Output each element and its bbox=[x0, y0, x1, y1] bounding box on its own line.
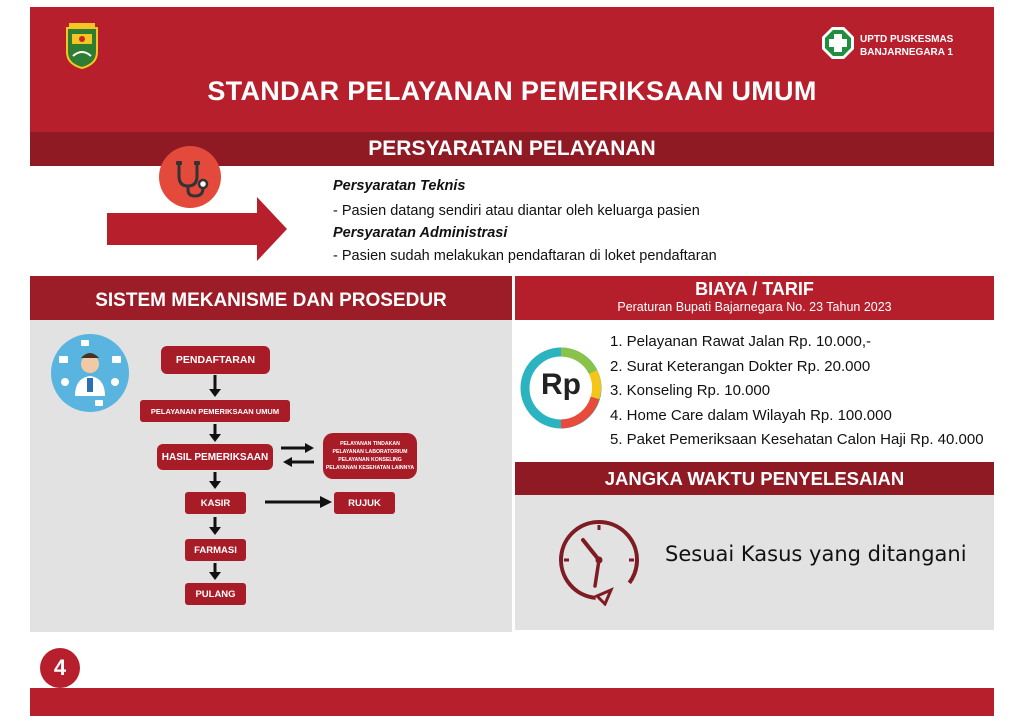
header-banner bbox=[30, 7, 994, 132]
step-rujuk: RUJUK bbox=[334, 492, 395, 514]
admin-item: - Pasien sudah melakukan pendaftaran di loket pendaftaran bbox=[333, 248, 717, 264]
tarif-subtitle: Peraturan Bupati Bajarnegara No. 23 Tahun 2023 bbox=[617, 300, 892, 314]
tarif-list bbox=[610, 330, 984, 453]
regional-emblem-logo bbox=[63, 22, 101, 70]
step-pulang: PULANG bbox=[185, 583, 246, 605]
admin-heading: Persyaratan Administrasi bbox=[333, 225, 508, 241]
step-pemeriksaan: PELAYANAN PEMERIKSAAN UMUM bbox=[140, 400, 290, 422]
page-title: STANDAR PELAYANAN PEMERIKSAAN UMUM bbox=[207, 76, 817, 106]
big-arrow-shape bbox=[107, 197, 287, 261]
arrow-down-4 bbox=[209, 517, 221, 535]
arrow-down-1 bbox=[209, 375, 221, 397]
tarif-item-3: 3. Konseling Rp. 10.000 bbox=[610, 382, 771, 400]
flow-arrows bbox=[100, 370, 420, 590]
org-line-1: UPTD PUSKESMAS bbox=[860, 34, 954, 45]
step-hasil: HASIL PEMERIKSAAN bbox=[157, 444, 273, 470]
side-service-1: PELAYANAN TINDAKAN bbox=[340, 441, 400, 447]
step-kasir: KASIR bbox=[185, 492, 246, 514]
arrow-right-rujuk bbox=[265, 496, 332, 508]
arrow-right-services bbox=[281, 443, 314, 453]
org-name bbox=[860, 33, 953, 59]
rupiah-icon-text: Rp bbox=[541, 368, 581, 401]
tarif-title: BIAYA / TARIF bbox=[695, 279, 814, 299]
clock-icon bbox=[557, 516, 643, 606]
puskesmas-logo bbox=[822, 27, 854, 59]
step-farmasi: FARMASI bbox=[185, 539, 246, 561]
tarif-item-1: 1. Pelayanan Rawat Jalan Rp. 10.000,- bbox=[610, 333, 871, 350]
system-title: SISTEM MEKANISME DAN PROSEDUR bbox=[95, 290, 447, 311]
technical-heading: Persyaratan Teknis bbox=[333, 178, 466, 194]
footer-bar bbox=[30, 688, 994, 716]
page-number-badge: 4 bbox=[40, 648, 80, 688]
duration-text: Sesuai Kasus yang ditangani bbox=[665, 542, 967, 566]
arrow-left-services bbox=[283, 457, 314, 467]
arrow-down-5 bbox=[209, 563, 221, 580]
arrow-down-3 bbox=[209, 472, 221, 489]
side-service-2: PELAYANAN LABORATORIUM bbox=[332, 449, 408, 455]
tarif-item-2: 2. Surat Keterangan Dokter Rp. 20.000 bbox=[610, 357, 871, 375]
arrow-down-2 bbox=[209, 424, 221, 442]
tarif-item-4: 4. Home Care dalam Wilayah Rp. 100.000 bbox=[610, 406, 892, 424]
tarif-item-5: 5. Paket Pemeriksaan Kesehatan Calon Haji Rp. 40.000 bbox=[610, 431, 984, 449]
side-service-4: PELAYANAN KESEHATAN LAINNYA bbox=[325, 465, 415, 471]
org-line-2: BANJARNEGARA 1 bbox=[860, 47, 953, 58]
side-service-3: PELAYANAN KONSELING bbox=[338, 457, 402, 463]
step-pendaftaran: PENDAFTARAN bbox=[161, 346, 270, 374]
duration-title: JANGKA WAKTU PENYELESAIAN bbox=[515, 462, 994, 495]
requirements-band-title: PERSYARATAN PELAYANAN bbox=[30, 132, 994, 166]
technical-item: - Pasien datang sendiri atau diantar oleh keluarga pasien bbox=[333, 203, 700, 219]
